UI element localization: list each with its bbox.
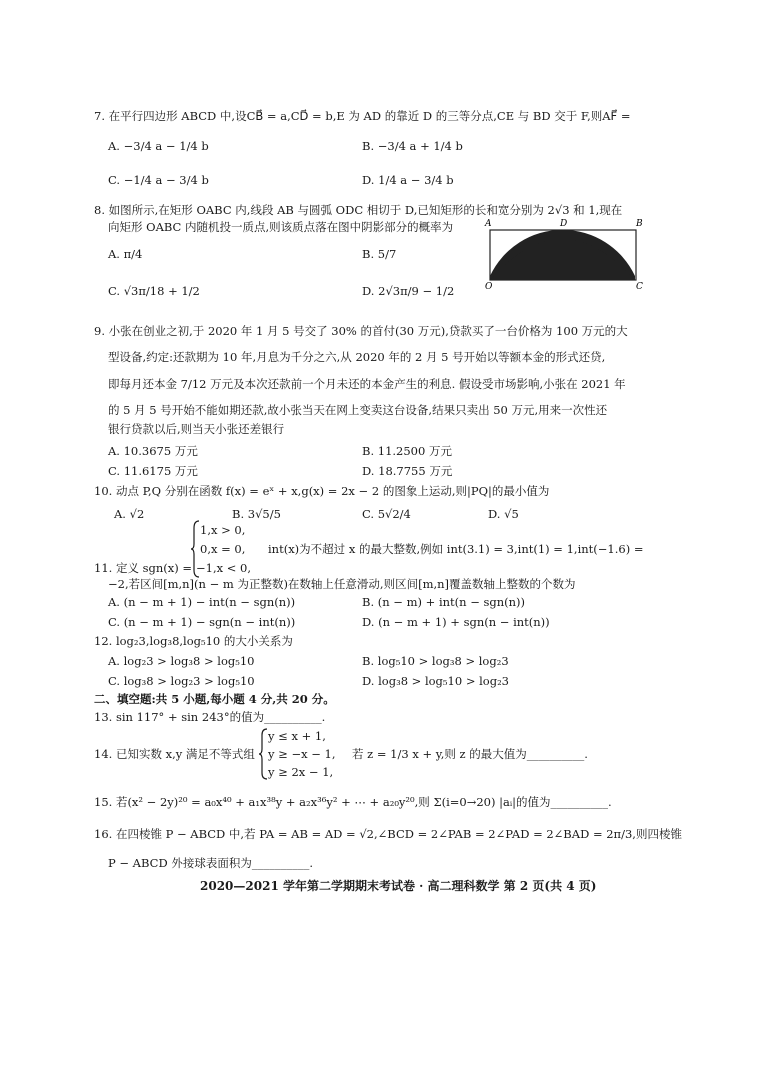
q11-option-d: D. (n − m + 1) + sgn(n − int(n)) [362,615,550,629]
q16-line2: P − ABCD 外接球表面积为__________. [108,856,313,870]
q8-label-c: C [636,282,643,290]
q13: 13. sin 117° + sin 243°的值为__________. [94,710,326,724]
q11-prefix: 11. 定义 sgn(x) = [94,561,193,575]
q8-label-b: B [636,219,643,229]
q11-option-a: A. (n − m + 1) − int(n − sgn(n)) [108,595,296,609]
q9-option-b: B. 11.2500 万元 [362,444,452,458]
q14-constraint-1: y ≤ x + 1, [268,729,326,743]
q10-option-c: C. 5√2/4 [362,507,411,521]
q7-option-a: A. −3/4 a − 1/4 b [108,139,209,153]
q11-option-c: C. (n − m + 1) − sgn(n − int(n)) [108,615,296,629]
q11-option-b: B. (n − m) + int(n − sgn(n)) [362,595,526,609]
q8-stem-line2: 向矩形 OABC 内随机投一质点,则该质点落在图中阴影部分的概率为 [108,220,454,234]
q11-line2: −2,若区间[m,n](n − m 为正整数)在数轴上任意滑动,则区间[m,n]覆盖数轴上整数的个数为 [108,577,576,591]
q7-stem: 7. 在平行四边形 ABCD 中,设CB⃗ = a,CD⃗ = b,E 为 AD 的靠近 D 的三等分点,CE 与 BD 交于 F,则AF⃗ = [94,109,631,123]
q8-option-d: D. 2√3π/9 − 1/2 [362,284,455,298]
q14-suffix: 若 z = 1/3 x + y,则 z 的最大值为__________. [352,747,588,761]
q14-brace [258,728,268,780]
q9-line2: 型设备,约定:还款期为 10 年,月息为千分之六,从 2020 年的 2 月 5 号开始以等额本金的形式还贷, [108,350,606,364]
q8-stem-line1: 8. 如图所示,在矩形 OABC 内,线段 AB 与圆弧 ODC 相切于 D,已知矩形的长和宽分别为 2√3 和 1,现在 [94,203,623,217]
q8-option-c: C. √3π/18 + 1/2 [108,284,200,298]
q10-option-a: A. √2 [114,507,145,521]
q12-option-a: A. log₂3 > log₃8 > log₅10 [108,654,255,668]
q14-constraint-2: y ≥ −x − 1, [268,747,336,761]
q8-label-o: O [485,282,493,290]
q9-line1: 9. 小张在创业之初,于 2020 年 1 月 5 号交了 30% 的首付(30 万元),贷款买了一台价格为 100 万元的大 [94,324,628,338]
q8-option-b: B. 5/7 [362,247,397,261]
q9-option-d: D. 18.7755 万元 [362,464,453,478]
section-2-heading: 二、填空题:共 5 小题,每小题 4 分,共 20 分。 [94,692,335,706]
page-footer: 2020—2021 学年第二学期期末考试卷 · 高二理科数学 第 2 页(共 4 页) [200,879,597,893]
q9-line5: 银行贷款以后,则当天小张还差银行 [108,422,285,436]
q8-arc-odc [490,239,635,280]
q10-option-b: B. 3√5/5 [232,507,281,521]
q8-figure [484,214,648,290]
q11-mid: int(x)为不超过 x 的最大整数,例如 int(3.1) = 3,int(1) = 1,int(−1.6) = [268,542,644,556]
q7-option-d: D. 1/4 a − 3/4 b [362,173,454,187]
q11-case3: −1,x < 0, [196,561,252,575]
q8-label-a: A [485,219,492,229]
q7-option-b: B. −3/4 a + 1/4 b [362,139,463,153]
q14-prefix: 14. 已知实数 x,y 满足不等式组 [94,747,255,761]
q9-option-a: A. 10.3675 万元 [108,444,198,458]
q9-option-c: C. 11.6175 万元 [108,464,198,478]
q9-line3: 即每月还本金 7/12 万元及本次还款前一个月未还的本金产生的利息. 假设受市场影响,小张在 2021 年 [108,377,626,391]
q7-option-c: C. −1/4 a − 3/4 b [108,173,209,187]
q10-stem: 10. 动点 P,Q 分别在函数 f(x) = eˣ + x,g(x) = 2x − 2 的图象上运动,则|PQ|的最小值为 [94,484,550,498]
q14-constraint-3: y ≥ 2x − 1, [268,765,334,779]
q8-label-d: D [560,219,568,229]
q12-option-c: C. log₃8 > log₂3 > log₅10 [108,674,255,688]
q12-option-d: D. log₃8 > log₅10 > log₂3 [362,674,510,688]
q12-stem: 12. log₂3,log₃8,log₅10 的大小关系为 [94,634,293,648]
q8-option-a: A. π/4 [108,247,143,261]
q9-line4: 的 5 月 5 号开始不能如期还款,故小张当天在网上变卖这台设备,结果只卖出 50 万元,用来一次性还 [108,403,608,417]
q15: 15. 若(x² − 2y)²⁰ = a₀x⁴⁰ + a₁x³⁸y + a₂x³⁶y² + ⋯ + a₂₀y²⁰,则 Σ(i=0→20) |aᵢ|的值为__________. [94,795,612,809]
q11-case1: 1,x > 0, [200,523,246,537]
q11-case2: 0,x = 0, [200,542,246,556]
q16-line1: 16. 在四棱锥 P − ABCD 中,若 PA = AB = AD = √2,∠BCD = 2∠PAB = 2∠PAD = 2∠BAD = 2π/3,则四棱锥 [94,827,682,841]
q12-option-b: B. log₅10 > log₃8 > log₂3 [362,654,509,668]
q10-option-d: D. √5 [488,507,519,521]
